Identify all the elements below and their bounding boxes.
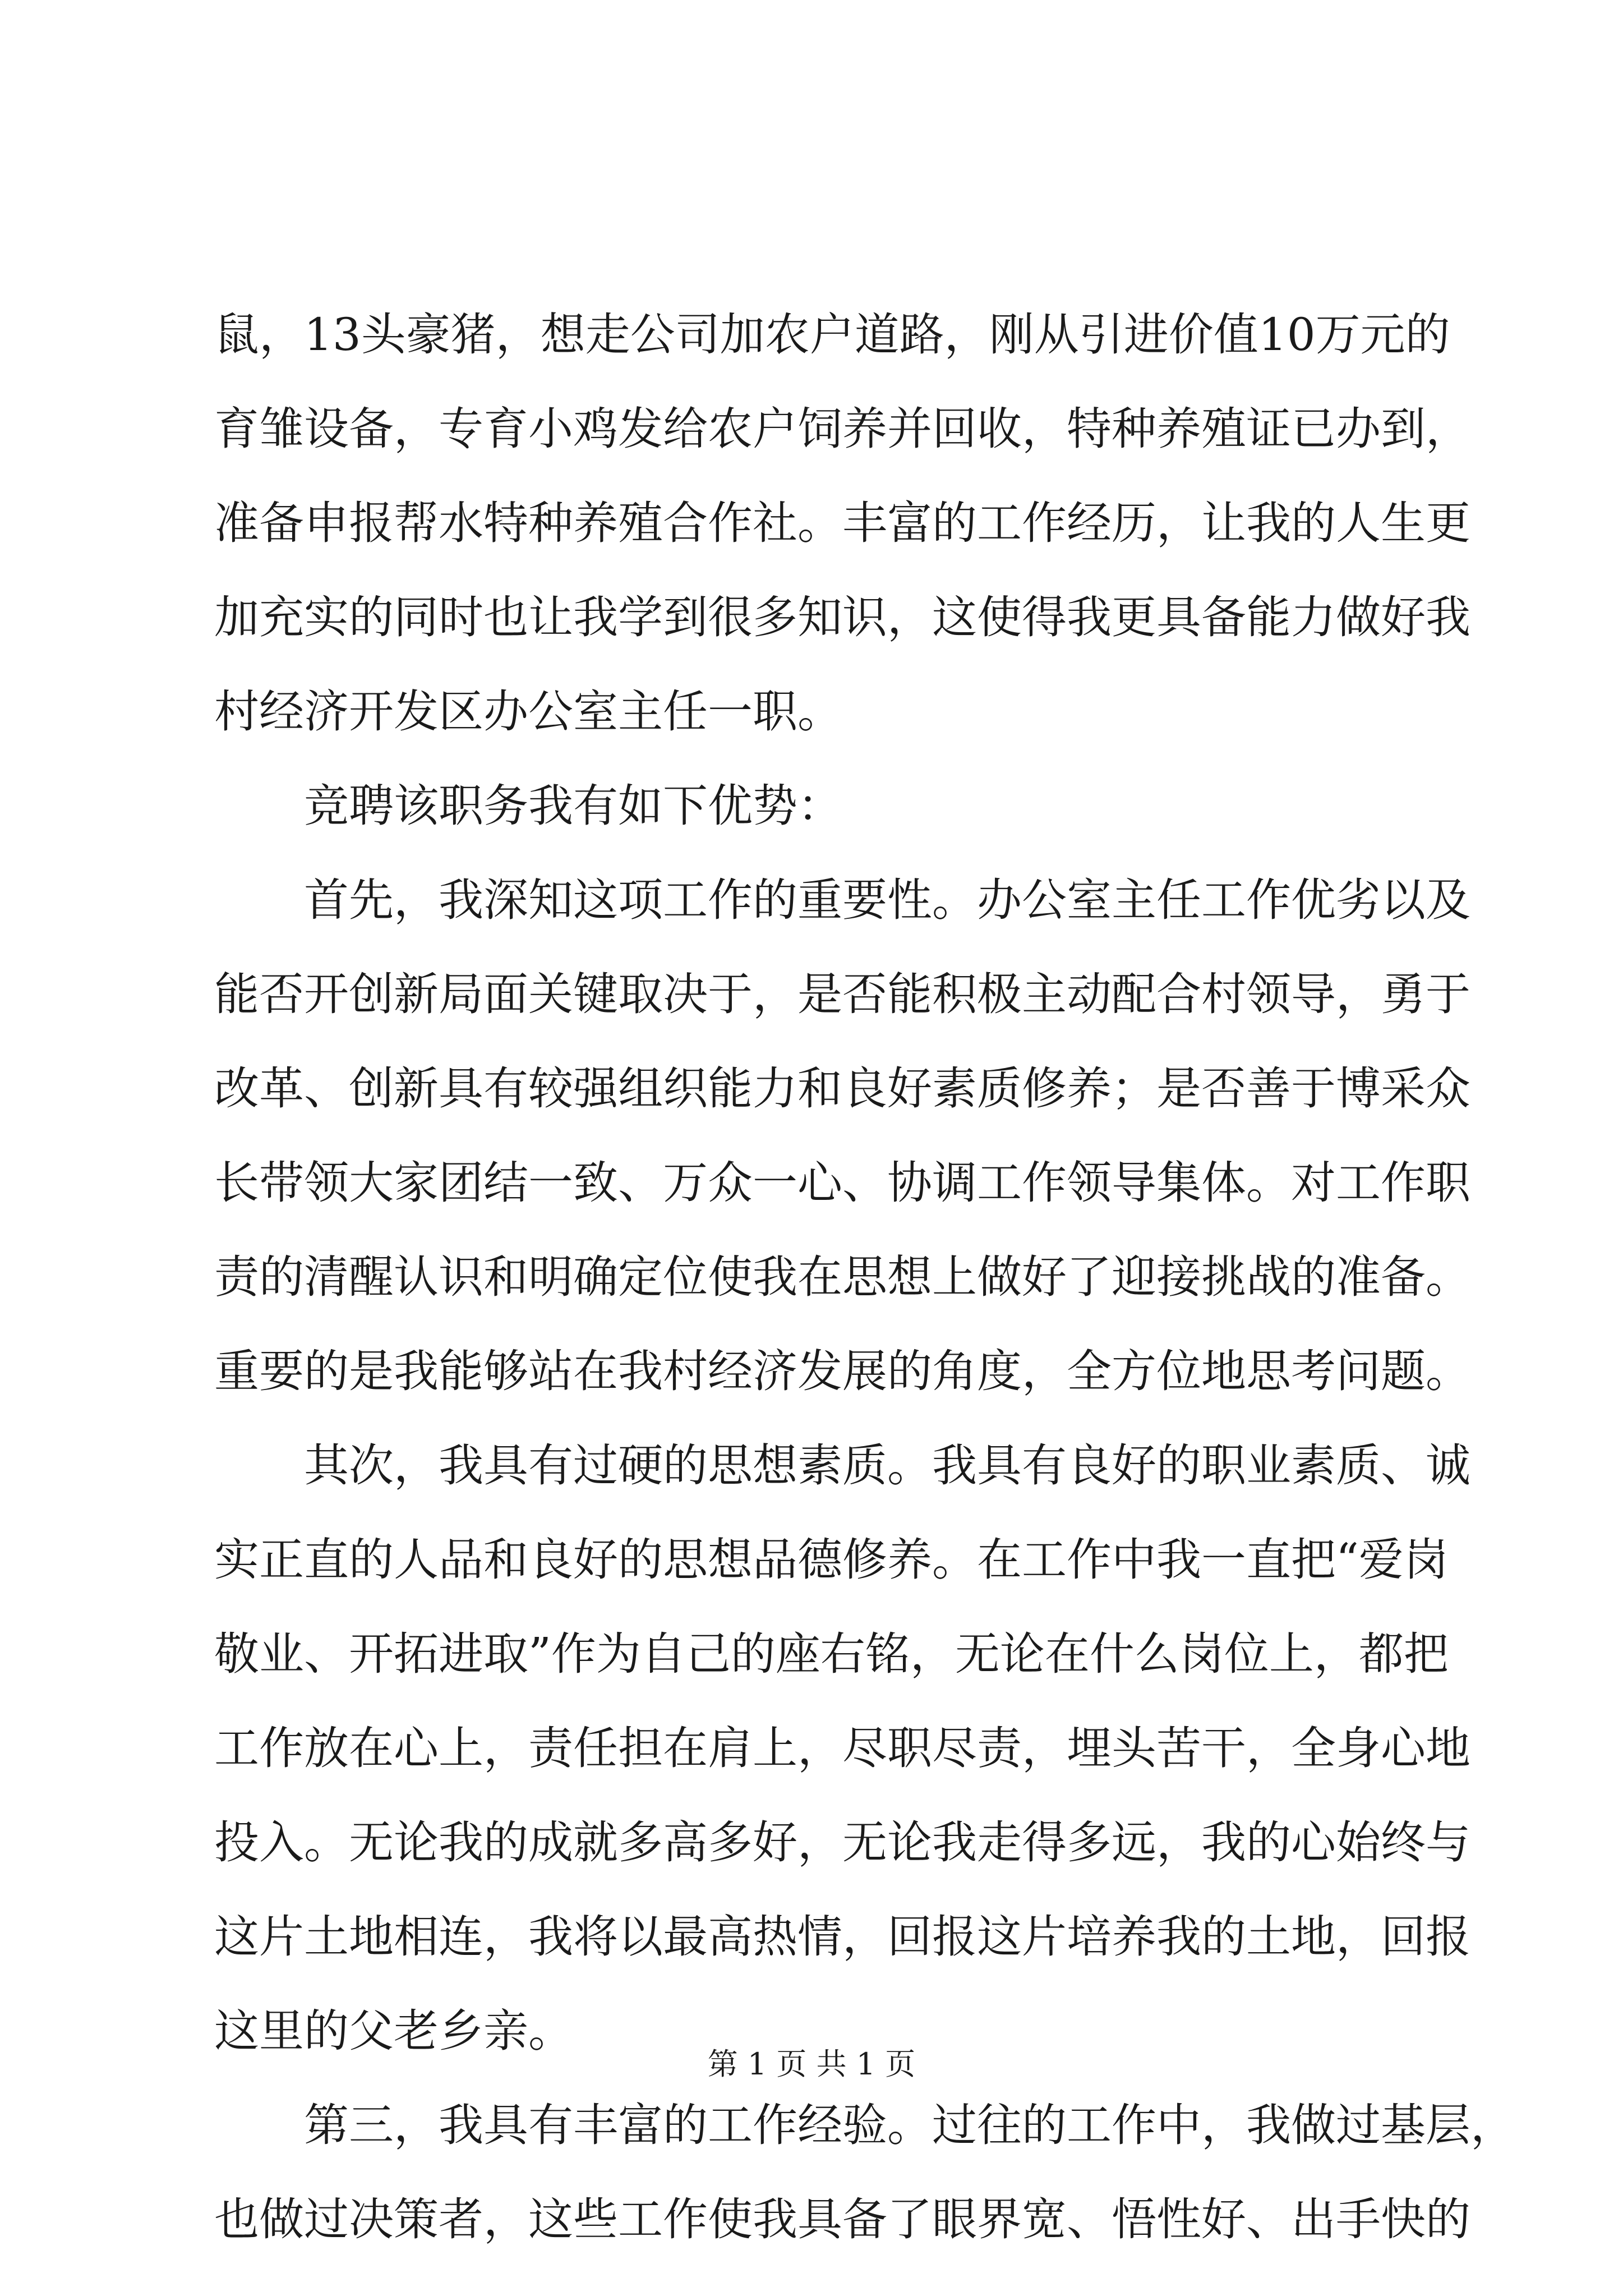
text-line: 责的清醒认识和明确定位使我在思想上做好了迎接挑战的准备。 [214,1251,1470,1303]
text-line: 工作放在心上，责任担在肩上，尽职尽责，埋头苦干，全身心地 [214,1722,1470,1774]
text-line: 改革、创新具有较强组织能力和良好素质修养；是否善于博采众 [214,1062,1470,1115]
text-line: 这里的父老乡亲。 [214,2005,573,2057]
text-line: 第三，我具有丰富的工作经验。过往的工作中，我做过基层， [304,2099,1515,2151]
text-line: 实正直的人品和良好的思想品德修养。在工作中我一直把“爱岗 [214,1534,1449,1586]
text-line: 长带领大家团结一致、万众一心、协调工作领导集体。对工作职 [214,1157,1470,1209]
text-line: 首先，我深知这项工作的重要性。办公室主任工作优劣以及 [304,874,1470,926]
text-line: 鼠，13头豪猪，想走公司加农户道路，刚从引进价值10万元的 [214,309,1450,361]
text-line: 其次，我具有过硬的思想素质。我具有良好的职业素质、诚 [304,1439,1470,1492]
text-line: 能否开创新局面关键取决于，是否能积极主动配合村领导，勇于 [214,968,1470,1020]
text-line: 准备申报帮水特种养殖合作社。丰富的工作经历，让我的人生更 [214,497,1470,549]
text-line: 加充实的同时也让我学到很多知识，这使得我更具备能力做好我 [214,591,1470,643]
text-line: 敬业、开拓进取”作为自己的座右铭，无论在什么岗位上，都把 [214,1628,1449,1680]
text-line: 重要的是我能够站在我村经济发展的角度，全方位地思考问题。 [214,1345,1470,1397]
text-line: 竞聘该职务我有如下优势： [304,780,842,832]
text-line: 村经济开发区办公室主任一职。 [214,685,842,738]
text-line: 投入。无论我的成就多高多好，无论我走得多远，我的心始终与 [214,1816,1470,1869]
page-number-footer: 第 1 页 共 1 页 [707,2046,916,2082]
text-line: 也做过决策者，这些工作使我具备了眼界宽、悟性好、出手快的 [214,2193,1470,2246]
text-line: 育雏设备，专育小鸡发给农户饲养并回收，特种养殖证已办到， [214,403,1470,455]
text-line: 这片土地相连，我将以最高热情，回报这片培养我的土地，回报 [214,1911,1470,1963]
